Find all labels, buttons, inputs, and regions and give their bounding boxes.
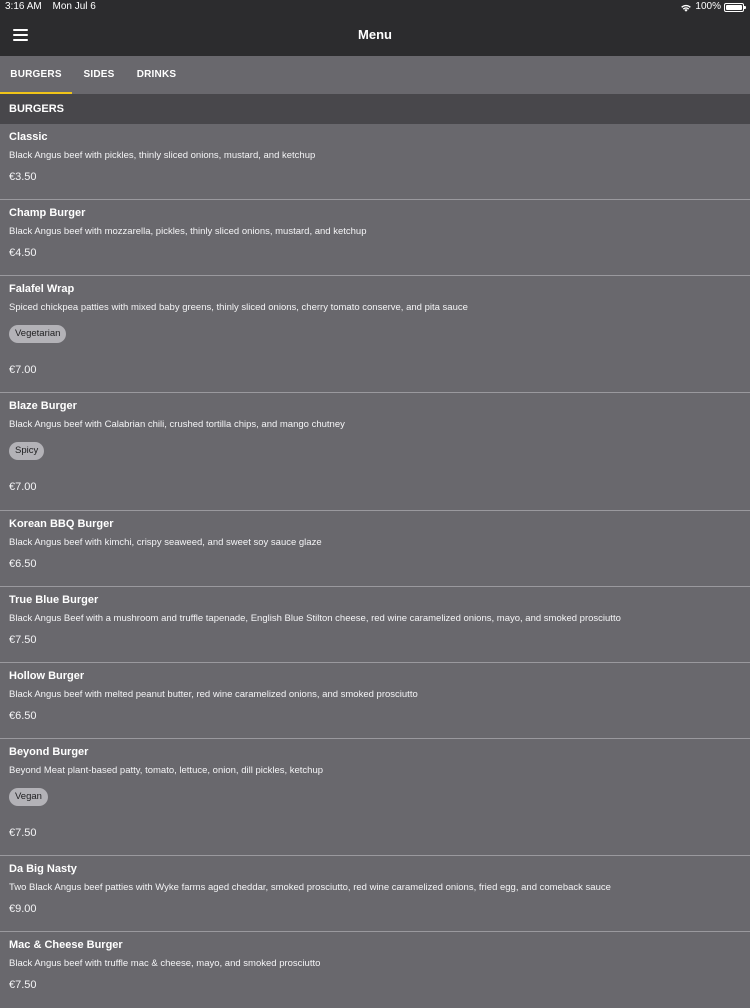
item-name: Da Big Nasty	[9, 863, 77, 875]
dietary-tag: Vegan	[9, 788, 48, 806]
status-right	[680, 0, 744, 14]
menu-item[interactable]	[0, 393, 750, 511]
menu-item[interactable]	[0, 739, 750, 856]
wifi-icon	[680, 3, 692, 12]
item-name: Champ Burger	[9, 207, 86, 219]
item-price: €6.50	[9, 558, 37, 570]
battery-percent: 100%	[695, 1, 721, 12]
item-price: €7.50	[9, 827, 37, 839]
item-name: Falafel Wrap	[9, 283, 75, 295]
item-name: Classic	[9, 131, 48, 143]
item-description: Black Angus beef with truffle mac & cheese, mayo, and smoked prosciutto	[9, 958, 321, 969]
status-time: 3:16 AM	[5, 1, 42, 12]
menu-item[interactable]	[0, 932, 750, 1008]
tab-burgers[interactable]: BURGERS	[0, 56, 72, 94]
item-description: Beyond Meat plant-based patty, tomato, lettuce, onion, dill pickles, ketchup	[9, 765, 324, 776]
menu-item[interactable]	[0, 511, 750, 587]
item-price: €7.50	[9, 634, 37, 646]
item-price: €4.50	[9, 247, 37, 259]
item-name: True Blue Burger	[9, 594, 99, 606]
category-tabs	[0, 56, 750, 94]
item-description: Two Black Angus beef patties with Wyke farms aged cheddar, smoked prosciutto, red wine caramelized onions, fried egg, and comeback sauce	[9, 882, 611, 893]
status-bar	[0, 0, 750, 14]
menu-item[interactable]	[0, 663, 750, 739]
tab-sides[interactable]: SIDES	[83, 69, 115, 80]
item-name: Korean BBQ Burger	[9, 518, 114, 530]
item-price: €9.00	[9, 903, 37, 915]
item-price: €3.50	[9, 171, 37, 183]
status-left	[5, 0, 104, 14]
dietary-tag: Spicy	[9, 442, 44, 460]
item-name: Beyond Burger	[9, 746, 89, 758]
item-description: Black Angus beef with kimchi, crispy seaweed, and sweet soy sauce glaze	[9, 537, 322, 548]
dietary-tag: Vegetarian	[9, 325, 66, 343]
tab-drinks[interactable]: DRINKS	[136, 69, 177, 80]
item-description: Black Angus Beef with a mushroom and truffle tapenade, English Blue Stilton cheese, red wine caramelized onions, mayo, and smoked prosciutto	[9, 613, 621, 624]
item-price: €6.50	[9, 710, 37, 722]
battery-icon	[724, 3, 744, 12]
item-price: €7.50	[9, 979, 37, 991]
item-price: €7.00	[9, 481, 37, 493]
section-header-burgers: BURGERS	[0, 94, 750, 124]
menu-item[interactable]	[0, 276, 750, 393]
item-description: Black Angus beef with melted peanut butter, red wine caramelized onions, and smoked prosciutto	[9, 689, 418, 700]
menu-item[interactable]	[0, 124, 750, 200]
item-name: Blaze Burger	[9, 400, 77, 412]
menu-item[interactable]	[0, 856, 750, 932]
menu-item-list	[0, 124, 750, 1008]
item-description: Spiced chickpea patties with mixed baby greens, thinly sliced onions, cherry tomato conserve, and pita sauce	[9, 302, 468, 313]
item-name: Mac & Cheese Burger	[9, 939, 123, 951]
item-description: Black Angus beef with Calabrian chili, crushed tortilla chips, and mango chutney	[9, 419, 345, 430]
item-description: Black Angus beef with pickles, thinly sliced onions, mustard, and ketchup	[9, 150, 316, 161]
item-price: €7.00	[9, 364, 37, 376]
menu-item[interactable]	[0, 587, 750, 663]
item-description: Black Angus beef with mozzarella, pickles, thinly sliced onions, mustard, and ketchup	[9, 226, 367, 237]
status-date: Mon Jul 6	[52, 1, 96, 12]
navigation-bar	[0, 14, 750, 56]
menu-item[interactable]	[0, 200, 750, 276]
page-title: Menu	[358, 27, 392, 42]
item-name: Hollow Burger	[9, 670, 85, 682]
